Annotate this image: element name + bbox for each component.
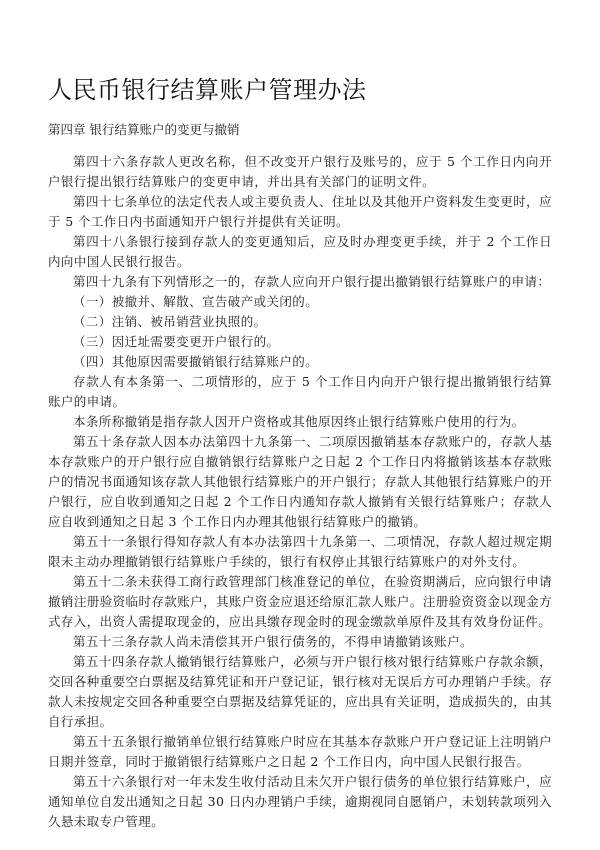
article-52: 第五十二条未获得工商行政管理部门核准登记的单位，在验资期满后，应向银行申请撤销注册验资临时存款账户，其账户资金应退还给原汇款人账户。注册验资资金以现金方式存入，出资人需提取现金的，应出具缴存现金时的现金缴款单原件及其有效身份证件。 [48,574,552,629]
chapter-heading: 第四章 银行结算账户的变更与撤销 [48,122,240,137]
article-46: 第四十六条存款人更改名称，但不改变开户银行及账号的，应于 5 个工作日内向开户银行提出银行结算账户的变更申请，并出具有关部门的证明文件。 [48,154,552,189]
article-56: 第五十六条银行对一年未发生收付活动且未欠开户银行债务的单位银行结算账户，应通知单位自发出通知之日起 30 日内办理销户手续，逾期视同自愿销户，未划转款项列入久悬未取专户管理。 [48,774,552,829]
article-49-item-1: （一）被撤并、解散、宣告破产或关闭的。 [73,294,319,309]
article-49-item-4: （四）其他原因需要撤销银行结算账户的。 [73,354,319,369]
article-49-item-3: （三）因迁址需要变更开户银行的。 [73,334,280,349]
article-49-item-2: （二）注销、被吊销营业执照的。 [73,314,267,329]
article-49-note-2: 本条所称撤销是指存款人因开户资格或其他原因终止银行结算账户使用的行为。 [73,414,525,429]
document-body [48,152,552,832]
article-50: 第五十条存款人因本办法第四十九条第一、二项原因撤销基本存款账户的，存款人基本存款账户的开户银行应自撤销银行结算账户之日起 2 个工作日内将撤销该基本存款账户的情况书面通知该存款人其他银行结算账户的开户银行；存款人其他银行结算账户的开户银行，应自收到通知之日起 2 个工作日内通知存款人撤销有关银行结算账户；存款人应自收到通知之日起 3 个工作日内办理其他银行结算账户的撤销。 [48,434,552,529]
article-48: 第四十八条银行接到存款人的变更通知后，应及时办理变更手续，并于 2 个工作日内向中国人民银行报告。 [48,234,552,269]
article-53: 第五十三条存款人尚未清偿其开户银行债务的，不得申请撤销该账户。 [73,634,473,649]
page-title: 人民币银行结算账户管理办法 [48,76,367,104]
article-55: 第五十五条银行撤销单位银行结算账户时应在其基本存款账户开户登记证上注明销户日期并签章，同时于撤销银行结算账户之日起 2 个工作日内，向中国人民银行报告。 [48,734,552,769]
article-47: 第四十七条单位的法定代表人或主要负责人、住址以及其他开户资料发生变更时，应于 5 个工作日内书面通知开户银行并提供有关证明。 [48,194,552,229]
article-54: 第五十四条存款人撤销银行结算账户，必须与开户银行核对银行结算账户存款余额，交回各种重要空白票据及结算凭证和开户登记证，银行核对无误后方可办理销户手续。存款人未按规定交回各种重要空白票据及结算凭证的，应出具有关证明，造成损失的，由其自行承担。 [48,654,552,729]
article-49: 第四十九条有下列情形之一的，存款人应向开户银行提出撤销银行结算账户的申请： [73,274,551,289]
article-51: 第五十一条银行得知存款人有本办法第四十九条第一、二项情况，存款人超过规定期限未主动办理撤销银行结算账户手续的，银行有权停止其银行结算账户的对外支付。 [48,534,552,569]
article-49-note-1: 存款人有本条第一、二项情形的，应于 5 个工作日内向开户银行提出撤销银行结算账户的申请。 [48,374,552,409]
